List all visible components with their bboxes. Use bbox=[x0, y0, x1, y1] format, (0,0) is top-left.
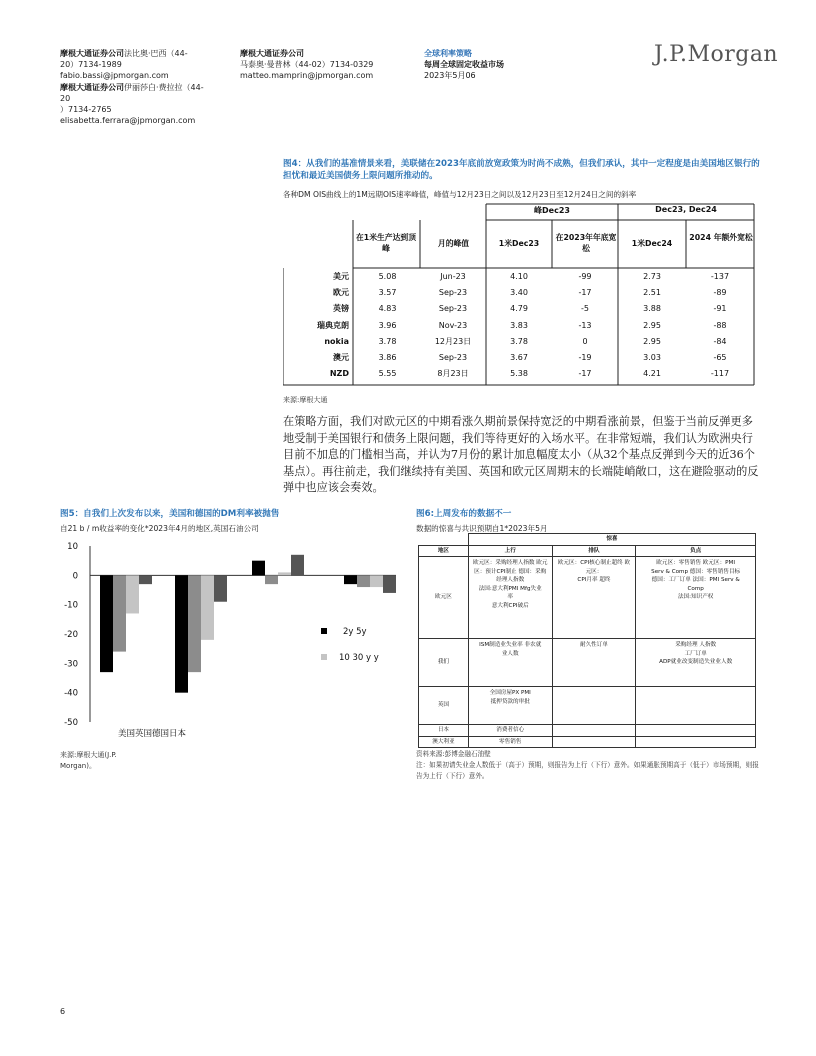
table-cell: 我们 bbox=[419, 639, 469, 687]
row-label: 欧元 bbox=[333, 288, 349, 298]
cell-line: 法国:意大利PMI Mfg失业 bbox=[478, 585, 542, 592]
table-cell: 4.79 bbox=[510, 304, 528, 314]
bar-2y-2 bbox=[252, 561, 265, 576]
y-tick-label: -50 bbox=[64, 718, 78, 728]
author-email[interactable]: matteo.mamprin@jpmorgan.com bbox=[240, 71, 374, 80]
cell-line: 业人数 bbox=[501, 650, 519, 657]
table-cell bbox=[636, 687, 756, 725]
figure6-notes bbox=[416, 749, 761, 782]
table-cell: 英国 bbox=[419, 687, 469, 725]
author-phone: ）7134-2765 bbox=[60, 105, 112, 114]
strategy-paragraph: 在策略方面，我们对欧元区的中期看涨久期前景保持宽泛的中期看涨前景，但鉴于当前反弹更多地受制于美国银行和债务上限问题，我们等待更好的入场水平。在非常短端，我们认为欧洲央行目前不加息的门槛相当高，并认为7月份的累计加息幅度太小（从32个基点反弹到今天的近36个基点）。再往前走，我们继续持有美国、英国和欧元区周期末的长端陡峭敞口，这在避险驱动的反弹中也应该会奏效。 bbox=[283, 415, 759, 494]
y-tick-label: -10 bbox=[64, 600, 78, 611]
row-label: 美元 bbox=[333, 272, 349, 281]
bar-5y-3 bbox=[357, 575, 370, 587]
table-cell: 2.73 bbox=[643, 272, 661, 281]
table-cell bbox=[468, 557, 552, 639]
table-cell bbox=[552, 639, 636, 687]
cell-line: 抵押贷款的审批 bbox=[490, 698, 530, 705]
author-name: 马泰奥·曼普林（44-02）7134-0329 bbox=[240, 60, 374, 69]
table-cell: 欧元区 bbox=[419, 557, 469, 639]
bar-10y-1 bbox=[201, 575, 214, 640]
table-cell: -117 bbox=[710, 369, 730, 379]
table-cell bbox=[636, 725, 756, 737]
bar-10y-2 bbox=[278, 572, 291, 575]
cell-line: 消费者信心 bbox=[496, 727, 525, 733]
table-cell bbox=[552, 687, 636, 725]
table-cell: 4.21 bbox=[643, 369, 661, 379]
cell-line: CPI月率 超终 bbox=[577, 577, 611, 583]
cell-line: ISM制造业失业率 非农就 bbox=[479, 642, 542, 648]
report-title: 每周全球固定收益市场 bbox=[424, 60, 504, 69]
figure4-col-header: 1米Dec23 bbox=[498, 239, 540, 248]
table-cell: 3.78 bbox=[378, 336, 397, 346]
legend-label-row2: 10 30 y y bbox=[339, 653, 379, 663]
cell-line: 区：预计CPI制止 德国：采购 bbox=[474, 568, 547, 575]
table-cell: 4.83 bbox=[378, 304, 397, 314]
figure6-header: 上行 bbox=[468, 545, 552, 557]
row-label: 瑞典克朗 bbox=[317, 320, 349, 330]
table-cell: -137 bbox=[710, 272, 730, 281]
figure5-bar-chart bbox=[60, 536, 400, 741]
figure6-title: 图6:上周发布的数据不一 bbox=[416, 509, 512, 519]
author-block-1 bbox=[60, 48, 210, 126]
table-cell: -17 bbox=[578, 369, 592, 379]
table-cell: 日本 bbox=[419, 725, 469, 737]
bar-30y-3 bbox=[383, 575, 396, 593]
bar-30y-1 bbox=[214, 575, 227, 601]
figure4-col-header: 2024 年额外宽松 bbox=[689, 233, 753, 242]
legend-label-row1: 2y 5y bbox=[343, 627, 367, 637]
cell-line: ADP就业改变制造失业业人数 bbox=[659, 659, 733, 665]
figure4-source: 来源:摩根大通 bbox=[283, 396, 328, 404]
figure4-col-header: 月的峰值 bbox=[437, 239, 470, 248]
table-row bbox=[419, 557, 756, 639]
author-email[interactable]: elisabetta.ferrara@jpmorgan.com bbox=[60, 116, 196, 125]
table-cell: -99 bbox=[578, 272, 592, 281]
table-cell: 4.10 bbox=[510, 272, 528, 281]
table-cell: 2.95 bbox=[643, 336, 661, 346]
table-cell bbox=[636, 639, 756, 687]
page-number: 6 bbox=[60, 1007, 66, 1016]
table-cell: Jun-23 bbox=[440, 272, 466, 281]
y-tick-label: 0 bbox=[72, 571, 78, 582]
figure6-header: 地区 bbox=[419, 545, 469, 557]
table-cell bbox=[636, 557, 756, 639]
figure4-col-header: 在1米生产达到顶峰 bbox=[355, 233, 416, 253]
table-cell bbox=[552, 736, 636, 748]
figure5-source-line1: 来源:摩根大通(J.P. bbox=[60, 751, 117, 759]
table-cell bbox=[636, 736, 756, 748]
legend-swatch-2y bbox=[321, 628, 327, 634]
table-cell: 3.40 bbox=[510, 288, 528, 298]
figure5-subtitle: 自21 b / m收益率的变化*2023年4月的地区,英国石油公司 bbox=[60, 524, 259, 533]
cell-line: 全国房屋PX PMI bbox=[489, 690, 531, 696]
table-cell: 3.57 bbox=[378, 288, 397, 298]
figure4-col-header: 1米Dec24 bbox=[631, 239, 673, 248]
x-category-labels: 美国英国德国日本 bbox=[118, 729, 187, 739]
figure4-subtitle: 各种DM OIS曲线上的1M远期OIS速率峰值，峰值与12月23日之间以及12月23日至12月24日之间的斜率 bbox=[283, 190, 637, 199]
table-row bbox=[283, 301, 755, 317]
table-cell: 3.86 bbox=[378, 353, 397, 362]
row-label: nokia bbox=[324, 336, 349, 346]
cell-line: 率 bbox=[507, 594, 514, 600]
figure4-group1-header: 峰Dec23 bbox=[534, 206, 570, 215]
figure6-table bbox=[418, 533, 756, 748]
figure5-title: 图5：自我们上次发布以来，美国和德国的DM利率被抛售 bbox=[60, 509, 280, 519]
bar-10y-3 bbox=[370, 575, 383, 587]
row-label: 澳元 bbox=[333, 353, 349, 362]
table-row bbox=[283, 318, 755, 334]
figure4-title-line1: 图4：从我们的基准情景来看，美联储在2023年底前放宽政策为时尚不成熟，但我们承认，其中一定程度是由美国地区银行的 bbox=[283, 159, 760, 169]
table-row bbox=[419, 736, 756, 748]
table-cell: -13 bbox=[578, 320, 592, 330]
cell-line: 意大利CPI破后 bbox=[491, 602, 529, 609]
figure6-source: 资料来源:彭博金融石油壁 bbox=[416, 750, 491, 758]
table-cell: -91 bbox=[713, 304, 727, 314]
row-label: NZD bbox=[329, 369, 349, 379]
report-series: 全球利率策略 bbox=[424, 49, 472, 58]
table-cell: 2.95 bbox=[643, 320, 661, 330]
firm-name: 摩根大通证券公司 bbox=[60, 83, 124, 92]
table-row bbox=[419, 725, 756, 737]
figure5-source bbox=[60, 750, 117, 772]
table-cell: 5.55 bbox=[378, 369, 397, 379]
blank-cell bbox=[419, 534, 469, 546]
table-cell: Sep-23 bbox=[438, 288, 468, 298]
legend-swatch-10y bbox=[321, 654, 327, 660]
table-cell: -88 bbox=[713, 320, 727, 330]
bar-5y-2 bbox=[265, 575, 278, 584]
table-cell bbox=[468, 639, 552, 687]
figure6-note-line2: 告为上行（下行）意外。 bbox=[416, 772, 489, 780]
table-cell: -65 bbox=[713, 353, 727, 362]
table-cell: Sep-23 bbox=[438, 304, 468, 314]
bar-5y-1 bbox=[188, 575, 201, 672]
y-tick-label: -20 bbox=[64, 630, 78, 640]
table-cell: -84 bbox=[713, 336, 727, 346]
row-label: 英镑 bbox=[333, 304, 349, 314]
jpmorgan-logo: J.P.Morgan bbox=[654, 42, 779, 67]
table-cell: Nov-23 bbox=[438, 320, 468, 330]
cell-line: Comp bbox=[687, 585, 704, 592]
figure6-note-line1: 注：如果初请失业金人数低于（高于）预期，则报告为上行（下行）意外。如果通胀预期高于（低于）市场预期，则报 bbox=[416, 761, 759, 769]
figure4-title-line2: 担忧和最近美国债务上限问题所推动的。 bbox=[283, 171, 438, 181]
y-tick-label: 10 bbox=[67, 542, 78, 552]
cell-line: 欧元区：采购经理人指数 欧元 bbox=[472, 560, 548, 566]
figure6-header: 负点 bbox=[636, 545, 756, 557]
cell-line: Serv & Comp 德国：零售销售目标 bbox=[651, 568, 741, 575]
table-cell: -19 bbox=[578, 353, 592, 362]
bar-10y-0 bbox=[126, 575, 139, 613]
author-name: 伊丽莎白·费拉拉（44-20 bbox=[60, 83, 204, 103]
cell-line: 欧元区：零售销售 欧元区：PMI bbox=[656, 560, 736, 566]
cell-line: 采购经理 人指数 bbox=[675, 642, 717, 648]
table-cell bbox=[468, 725, 552, 737]
cell-line: 零售销售 bbox=[499, 738, 522, 745]
bar-30y-2 bbox=[291, 555, 304, 576]
cell-line: 工厂订单 bbox=[684, 650, 707, 657]
table-cell: 8月23日 bbox=[437, 369, 469, 379]
table-cell: 2.51 bbox=[643, 288, 661, 298]
figure6-header: 排队 bbox=[552, 545, 636, 557]
table-cell: 3.67 bbox=[510, 353, 528, 362]
report-info bbox=[424, 48, 564, 81]
table-cell: 澳大利亚 bbox=[419, 736, 469, 748]
table-cell: 0 bbox=[582, 336, 588, 346]
table-row bbox=[283, 285, 755, 301]
firm-name: 摩根大通证券公司 bbox=[60, 49, 124, 58]
table-cell: 5.38 bbox=[510, 369, 528, 379]
bar-2y-1 bbox=[175, 575, 188, 692]
cell-line: 经理人指数 bbox=[496, 577, 525, 583]
table-row bbox=[283, 350, 755, 366]
author-email[interactable]: fabio.bassi@jpmorgan.com bbox=[60, 71, 169, 80]
bar-2y-0 bbox=[100, 575, 113, 672]
author-name: 法比奥·巴西（44- bbox=[124, 49, 188, 58]
table-row bbox=[283, 334, 755, 350]
table-cell bbox=[552, 557, 636, 639]
table-cell bbox=[468, 687, 552, 725]
author-phone: 20）7134-1989 bbox=[60, 60, 122, 69]
table-row bbox=[283, 269, 755, 285]
figure6-header-top: 惊喜 bbox=[468, 534, 755, 546]
table-cell: Sep-23 bbox=[438, 353, 468, 362]
report-date: 2023年5月06 bbox=[424, 71, 476, 80]
figure4-group2-header: Dec23, Dec24 bbox=[655, 205, 717, 214]
table-cell bbox=[468, 736, 552, 748]
firm-name: 摩根大通证券公司 bbox=[240, 49, 304, 58]
table-cell bbox=[552, 725, 636, 737]
table-cell: -17 bbox=[578, 288, 592, 298]
figure6-subtitle: 数据的惊喜与共识预期自1*2023年5月 bbox=[416, 524, 548, 533]
y-tick-label: -30 bbox=[64, 659, 78, 670]
table-cell: 3.96 bbox=[378, 320, 397, 330]
bar-30y-0 bbox=[139, 575, 152, 584]
cell-line: 耐久性订单 bbox=[579, 642, 608, 648]
table-row bbox=[419, 687, 756, 725]
figure5-source-line2: Morgan)。 bbox=[60, 762, 96, 770]
cell-line: 德国：工厂订单 法国：PMI Serv & bbox=[651, 577, 740, 583]
figure4-title bbox=[283, 158, 763, 182]
figure6-table-body bbox=[419, 557, 756, 748]
table-cell: 3.78 bbox=[510, 336, 528, 346]
figure4-col-header: 在2023年年底宽松 bbox=[555, 233, 617, 253]
cell-line: 欧元区：CPI核心制止超终 欧元区： bbox=[557, 560, 631, 575]
table-cell: -5 bbox=[581, 304, 589, 314]
table-cell: 3.83 bbox=[510, 320, 528, 330]
author-block-2 bbox=[240, 48, 400, 81]
table-cell: 3.03 bbox=[643, 353, 661, 362]
table-cell: 12月23日 bbox=[434, 336, 472, 346]
table-row bbox=[283, 366, 755, 382]
bar-2y-3 bbox=[344, 575, 357, 584]
bar-5y-0 bbox=[113, 575, 126, 651]
cell-line: 法国:知识产权 bbox=[677, 594, 714, 600]
table-cell: -89 bbox=[713, 288, 727, 298]
table-cell: 5.08 bbox=[378, 272, 397, 281]
y-tick-label: -40 bbox=[64, 688, 78, 699]
table-cell: 3.88 bbox=[643, 304, 661, 314]
table-row bbox=[419, 639, 756, 687]
